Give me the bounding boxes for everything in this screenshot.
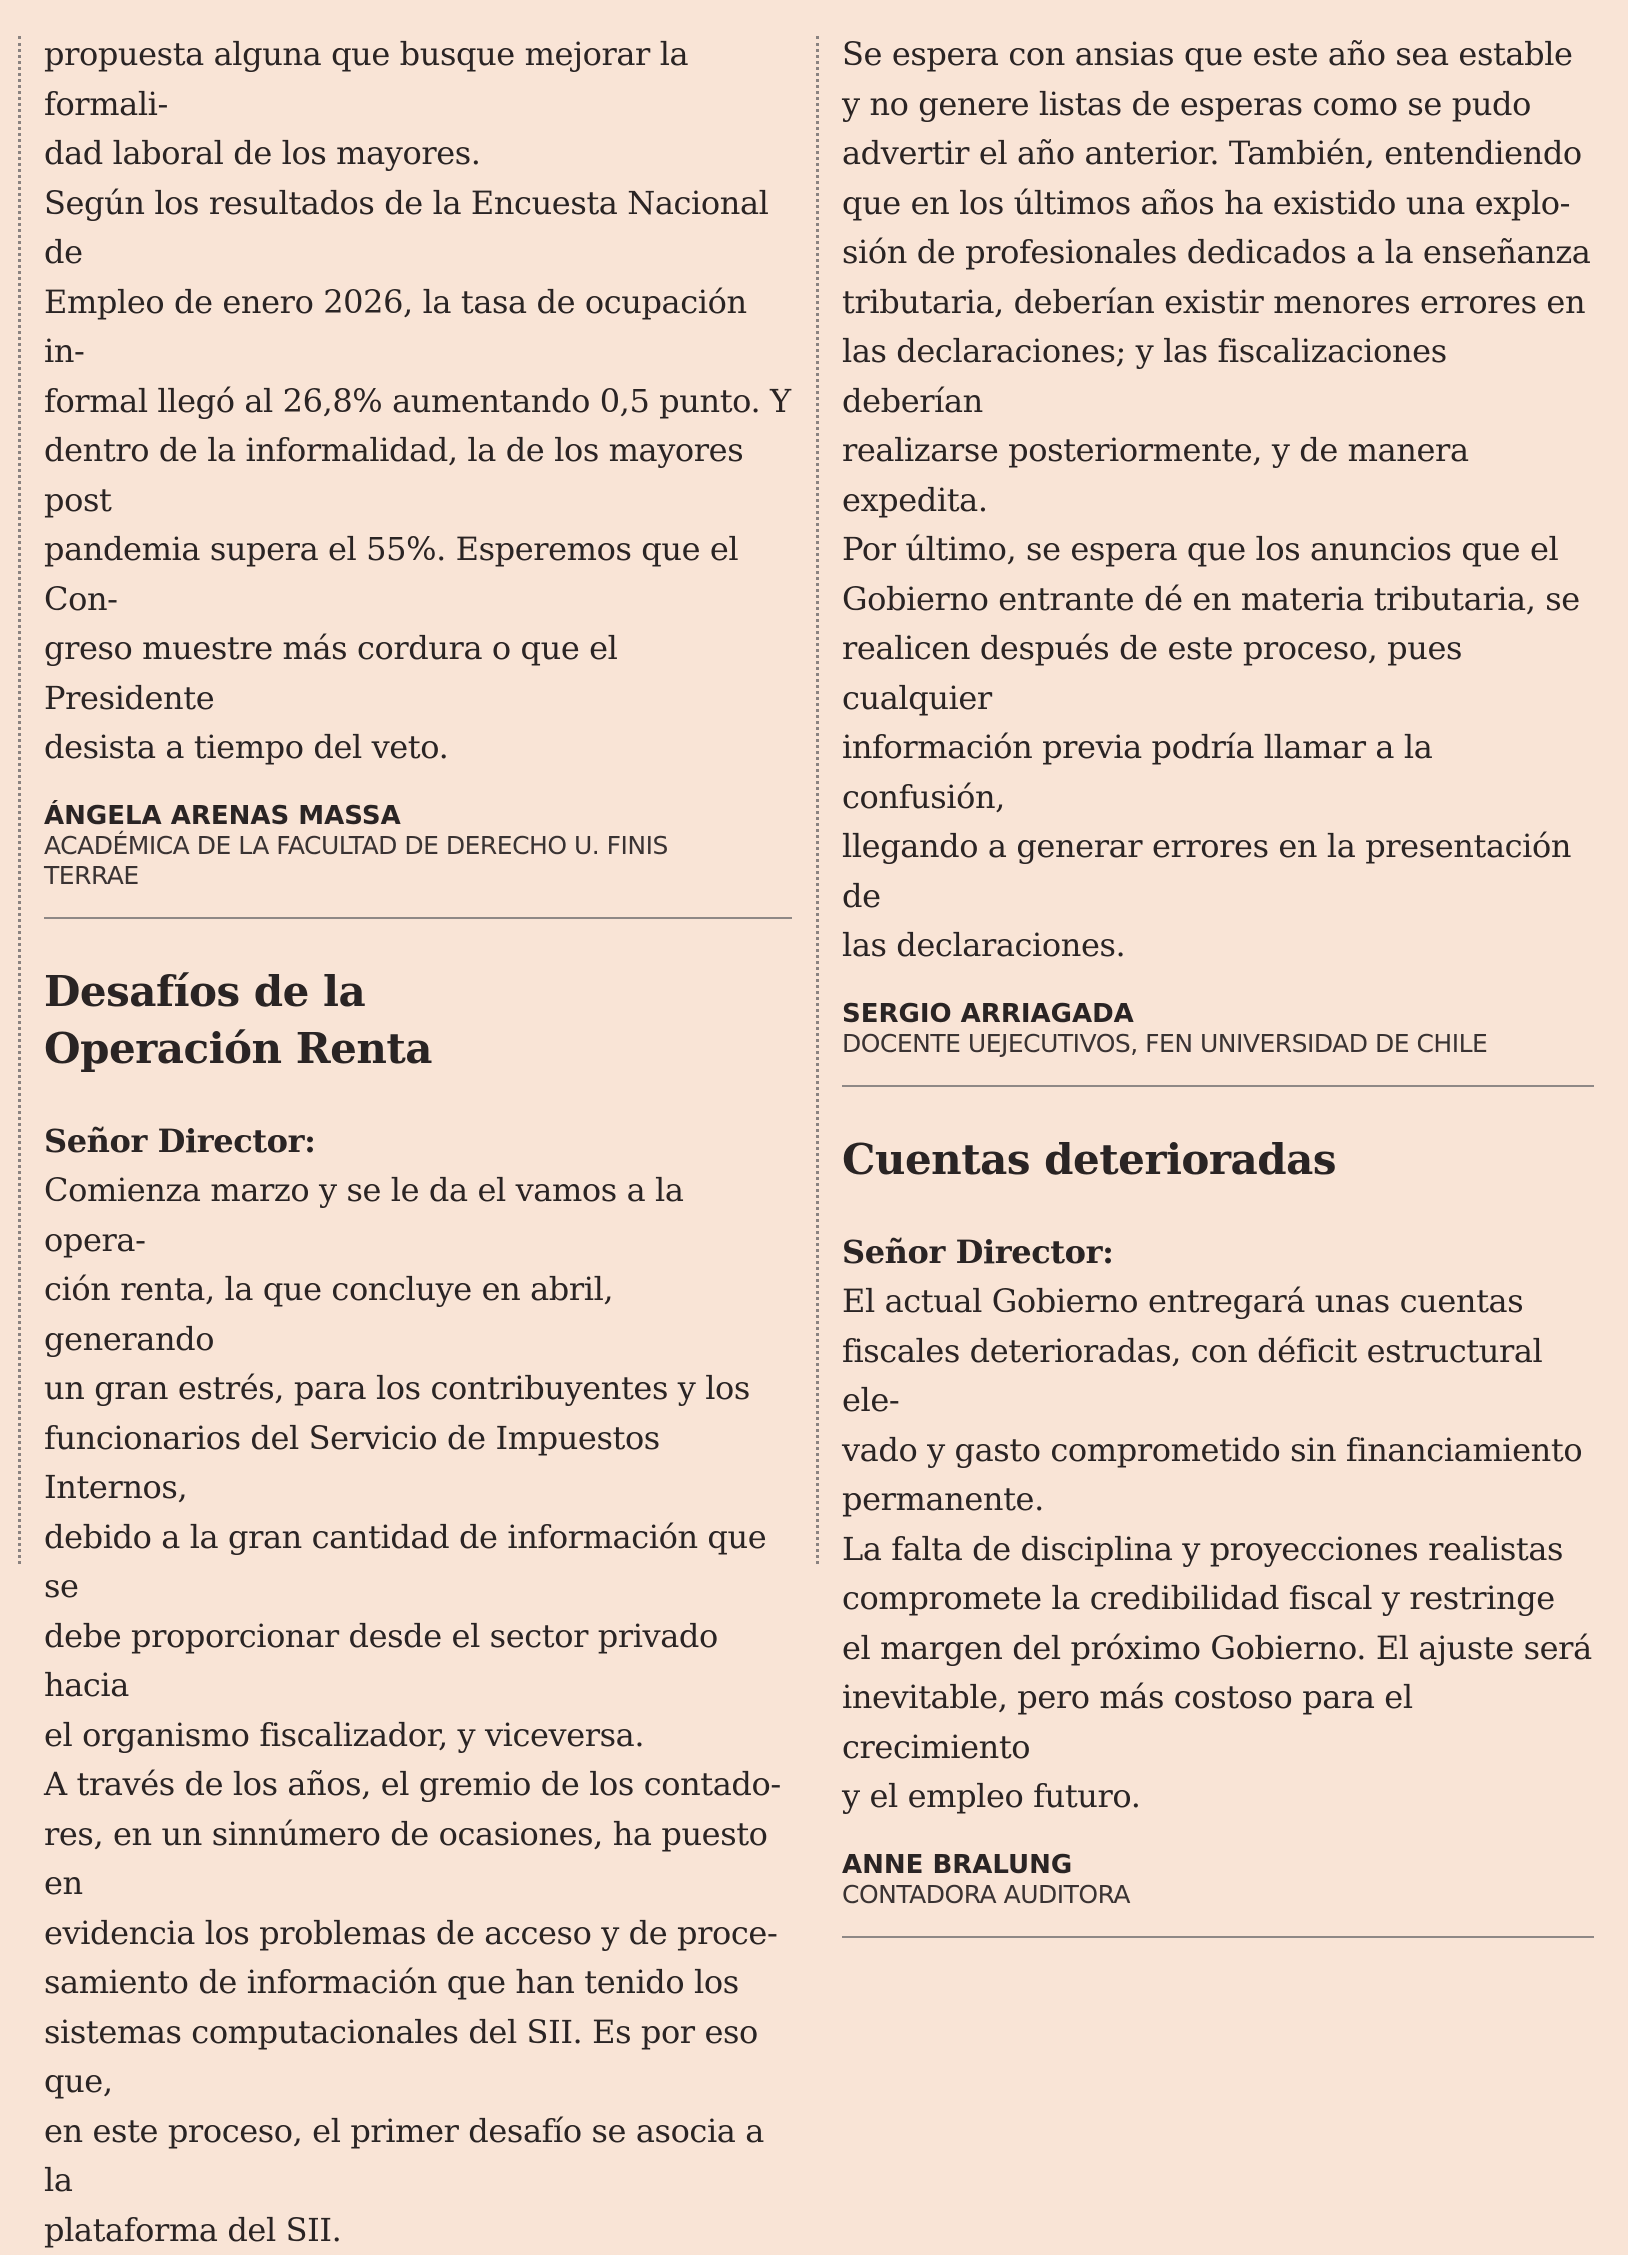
author-name: SERGIO ARRIAGADA (842, 998, 1134, 1029)
section-divider (842, 1085, 1594, 1087)
author-name: ANNE BRALUNG (842, 1849, 1073, 1880)
letter-body: Comienza marzo y se le da el vamos a la opera- ción renta, la que concluye en abril, generando un gran estrés, para los contribuyentes y los funcionarios del Servicio de Impuestos Internos, debido a la gran cantidad de información que se debe proporcionar desde el sector privado hacia el organismo fiscalizador, y viceversa. A través de los años, el gremio de los contado- res, en un sinnúmero de ocasiones, ha puesto en evidencia los problemas de acceso y de proce- samiento de información que han tenido los sistemas computacionales del SII. Es por eso que, en este proceso, el primer desafío se asocia a la plataforma del SII. (44, 1171, 781, 2249)
right-column (842, 30, 1594, 1938)
letter-continued-body: Se espera con ansias que este año sea estable y no genere listas de esperas como se pudo advertir el año anterior. También, entendiendo que en los últimos años ha existido una explo- sión de profesionales dedicados a la enseñanza tributaria, deberían existir menores errores en las declaraciones; y las fiscalizaciones deberían realizarse posteriormente, y de manera expedita. Por último, se espera que los anuncios que el Gobierno entrante dé en materia tributaria, se realicen después de este proceso, pues cualquier información previa podría llamar a la confusión, llegando a generar errores en la presentación de las declaraciones. (842, 35, 1591, 964)
author-name: ÁNGELA ARENAS MASSA (44, 800, 401, 831)
center-dotted-column-rule (816, 36, 819, 1564)
letter-continued-body: propuesta alguna que busque mejorar la formali- dad laboral de los mayores. Según los resultados de la Encuesta Nacional de Empleo de enero 2026, la tasa de ocupación in- formal llegó al 26,8% aumentando 0,5 punto. Y dentro de la informalidad, la de los mayores post pandemia supera el 55%. Esperemos que el Con- greso muestre más cordura o que el Presidente desista a tiempo del veto. (44, 35, 791, 766)
author-signature (44, 801, 792, 891)
letter-salutation: Señor Director: (44, 1121, 316, 1160)
section-divider (842, 1936, 1594, 1938)
letter-headline: Cuentas deterioradas (842, 1134, 1336, 1184)
author-signature (842, 999, 1594, 1059)
section-divider (44, 917, 792, 919)
author-role: CONTADORA AUDITORA (842, 1879, 1131, 1909)
author-role: ACADÉMICA DE LA FACULTAD DE DERECHO U. FINIS TERRAE (44, 830, 668, 890)
author-signature (842, 1850, 1594, 1910)
left-column (44, 30, 792, 2255)
letter-body: El actual Gobierno entregará unas cuentas fiscales deterioradas, con déficit estructural ele- vado y gasto comprometido sin financiamiento permanente. La falta de disciplina y proyecciones realistas compromete la credibilidad fiscal y restringe el margen del próximo Gobierno. El ajuste será inevitable, pero más costoso para el crecimiento y el empleo futuro. (842, 1282, 1592, 1815)
left-dotted-column-rule (18, 36, 21, 1564)
letter-salutation: Señor Director: (842, 1232, 1114, 1271)
author-role: DOCENTE UEJECUTIVOS, FEN UNIVERSIDAD DE CHILE (842, 1028, 1488, 1058)
letter-headline: Desafíos de la Operación Renta (44, 966, 432, 1073)
